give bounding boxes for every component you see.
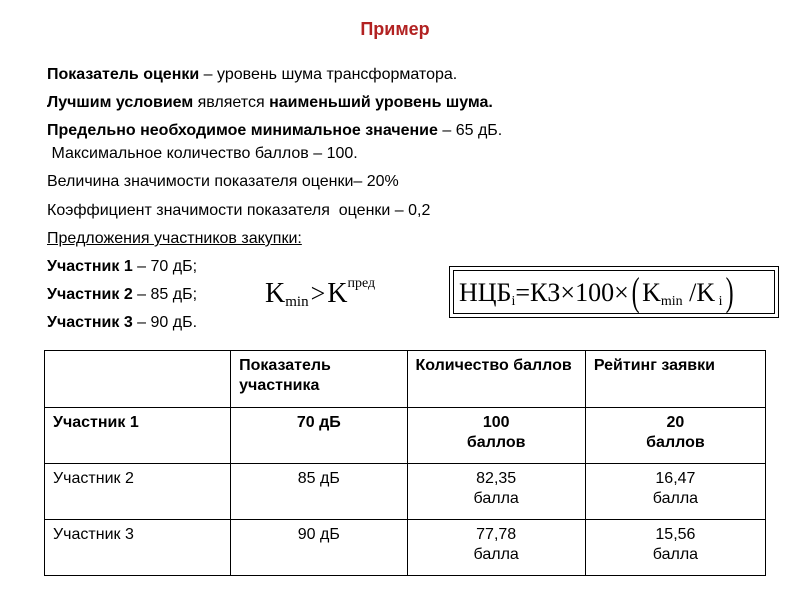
proposals-heading: Предложения участников закупки:: [47, 230, 302, 247]
participant-rating: [585, 464, 765, 520]
slash-k: /K: [682, 278, 716, 307]
points-unit: балла: [473, 546, 519, 563]
indicator-text: – уровень шума трансформатора.: [199, 66, 458, 83]
participant-2-line: [47, 285, 197, 305]
greater-than-sign: >: [310, 279, 326, 308]
participant-3-line: [47, 313, 197, 333]
participant-1-line: [47, 257, 197, 277]
indicator-label: Показатель оценки: [47, 66, 200, 83]
points-number: 82,35: [476, 470, 517, 487]
min-value-label: Предельно необходимое минимальное значение: [47, 122, 438, 139]
k-i-subscript: i: [715, 294, 723, 309]
k-symbol-2: K: [327, 278, 348, 309]
participant-value: 85 дБ: [231, 464, 407, 520]
rating-unit: баллов: [646, 434, 705, 451]
min-value-text: – 65 дБ.: [437, 122, 503, 139]
participant-3-text: – 90 дБ.: [132, 314, 198, 331]
best-condition-mid: является: [193, 94, 270, 111]
header-cell-empty: [45, 351, 231, 408]
ncb-symbol: НЦБ: [459, 278, 512, 307]
best-condition-line: [47, 93, 493, 113]
min-subscript: min: [285, 294, 309, 310]
best-condition-label: Лучшим условием: [47, 94, 194, 111]
points-number: 77,78: [476, 526, 517, 543]
header-cell-indicator: Показатель участника: [231, 351, 407, 408]
participant-points: [407, 464, 585, 520]
participant-value: 70 дБ: [231, 408, 407, 464]
slide-title: Пример: [360, 19, 430, 39]
participant-rating: [585, 520, 765, 576]
best-condition-value: наименьший уровень шума.: [269, 94, 493, 111]
rating-unit: балла: [652, 546, 699, 563]
hundred: 100: [575, 278, 615, 307]
participant-1-text: – 70 дБ;: [132, 258, 198, 275]
times-sign-2: ×: [614, 278, 629, 307]
points-unit: баллов: [466, 434, 526, 451]
participant-rating: [585, 408, 765, 464]
participant-name: Участник 2: [45, 464, 231, 520]
participant-name: Участник 3: [45, 520, 231, 576]
participant-points: [407, 520, 585, 576]
coefficient-line: Коэффициент значимости показателя оценки – 0,2: [47, 202, 431, 219]
min-value-line: [47, 121, 502, 141]
kz-symbol: КЗ: [530, 278, 561, 307]
table-row: [45, 520, 766, 576]
threshold-formula: [265, 276, 375, 316]
max-points-line: Максимальное количество баллов – 100.: [47, 145, 358, 162]
participant-name: Участник 1: [45, 408, 231, 464]
rating-number: 15,56: [655, 526, 696, 543]
k-symbol: K: [265, 278, 286, 309]
participant-value: 90 дБ: [231, 520, 407, 576]
header-cell-points: Количество баллов: [407, 351, 585, 408]
header-cell-rating: Рейтинг заявки: [585, 351, 765, 408]
results-table: [44, 350, 766, 576]
rating-number: 16,47: [655, 470, 696, 487]
ncb-subscript: i: [511, 294, 516, 309]
participant-points: [407, 408, 585, 464]
participant-2-text: – 85 дБ;: [132, 286, 198, 303]
rating-unit: балла: [652, 490, 699, 507]
score-formula: [453, 270, 775, 314]
participant-3-label: Участник 3: [47, 314, 133, 331]
table-row: [45, 408, 766, 464]
table-header-row: [45, 351, 766, 408]
significance-line: Величина значимости показателя оценки– 20%: [47, 173, 399, 190]
points-number: 100: [482, 414, 510, 431]
table-row: [45, 464, 766, 520]
left-paren: (: [631, 269, 640, 314]
pred-superscript: пред: [347, 276, 376, 291]
times-sign: ×: [560, 278, 576, 307]
equals-sign: =: [515, 278, 531, 307]
indicator-line: [47, 65, 457, 85]
rating-number: 20: [666, 414, 685, 431]
k-min-symbol: K: [642, 278, 661, 307]
participant-2-label: Участник 2: [47, 286, 133, 303]
right-paren: ): [725, 269, 734, 314]
points-unit: балла: [473, 490, 519, 507]
score-formula-box: [449, 266, 779, 318]
k-min-subscript: min: [660, 294, 683, 309]
participant-1-label: Участник 1: [47, 258, 133, 275]
